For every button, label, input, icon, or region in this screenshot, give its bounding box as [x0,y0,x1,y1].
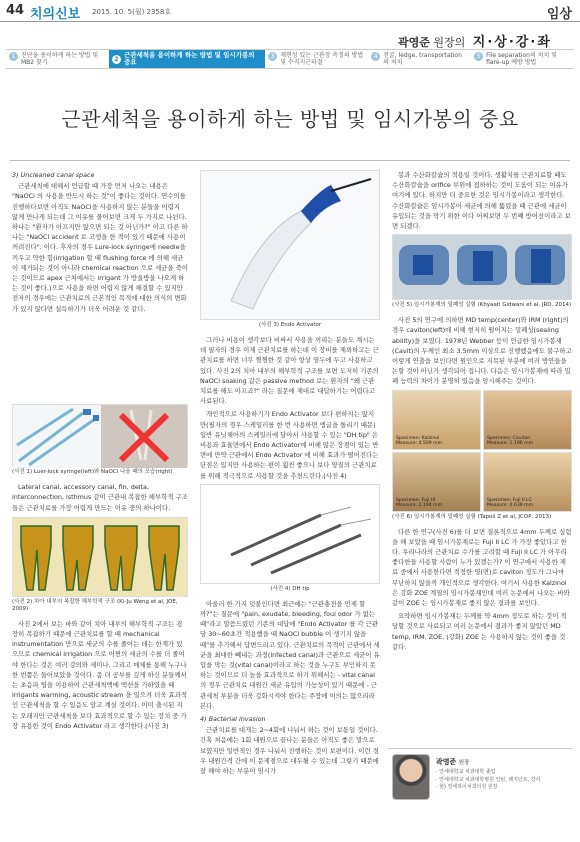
body-paragraph: 봉과 수산화칼슘의 적용일 것이다. 생활치를 근관치료할 때도 수산화칼슘을 orifice 부위에 접하하는 것이 도움이 되는 이유가 여기에 있다. 하지만 더 중요한 것은 임시가봉이라고 생각한다. 수산화칼슘은 임시가봉이 세균에 의해 뚫렸을 때 근관에 세균이 유입되는 것을 막기 위한 이다 어찌보면 두 번째 방어선이라고 보면 되겠다. [392,171,571,231]
body-paragraph: 개인적으로 사용하기가 Endo Activator 보다 편하지는 않지만(필자의 경우 스케일러를 한 번 사용하면 엠글을 돌리기 때문) 일반 유닛체어의 스케일러에 달아서 사용할 수 있는 "DH tip" 은 비용과 효율면에서 Endo Activator에 비해 많은 장점이 있는 반면에 만약 근관에서 Endo Activator 에 비해 효과가 떨어진다는 단점은 있지만 사용하는 편이 훨씬 좋으니 보다 양질의 근관치료를 위해 적극적으로 사용할 것을 추천드린다.(사진 4) [200,410,379,480]
body-paragraph: 아울러 한 가지 덧붙인다면 최근에는 "근관충전을 언제 할까?"는 질문에 "pain, exudate, bleeding, foul odor 가 없는 때"라고 말씀드렸던 기존의 대답에 "Endo Activator 를 각 근관당 30~60초간 적용했을 때 NaOCl bubble 이 생기지 않을 때"를 추가해서 답변드리고 있다. 근관치료의 목적이 근관에서 세균을 최대한 빼내는 과정(infected canal)과 근관으로 세균이 유입을 막는 것(vital canal)이라고 하는 것을 누구도 부인하지 못하는 것이므로 더 높을 효과적으로 하기 위해서는 - vital canal 의 경우 근관치료 내원간 세균 유입의 가능성이 있기 때문에 - 근관세척 부분을 더욱 강화시켜야 한다는 주장에 이의는 없으리라 본다. [200,599,380,710]
syringe-image [13,405,101,468]
body-paragraph: 사진 2에서 보는 바와 같이 치아 내부의 해부학적 구조는 굉장히 복잡하기 때문에 근관치료를 할 때 mechanical instrumentation 만으로 세균의 수를 줄이는 데는 한계가 있으므로 chemical irrigation 으로 어쩐의 세균의 수를 더 줄여야 한다는 것은 여러 강의와 세미나, 그리고 매체를 통해 누구나 한 번쯤은 들어보았을 것이다. 좀 더 공부를 깊게 하신 분들께서는 초음파 팁을 이용하여 근관세척액에 액션을 가하였을 때 irrigants warming, acoustic stream 을 일으켜 더욱 효과적인 근관세척을 할 수 있음도 알고 계실 것이다. 이미 출시된 지는 오래지만 근관세척을 보다 효과적으로 할 수 있는 장치 중 가장 유용한 것이 Endo Activator 라고 생각한다.(사진 3) [12,619,188,730]
specimen-panel: Specimen: Caviton Measure: 1.196 mm [483,390,572,450]
column-3 [392,170,572,655]
caption-photo-4: (사진 4) DH tip [270,585,310,592]
body-paragraph: 근관세척에 대해서 언급할 때 가장 먼저 나오는 내용은 "NaOCl 의 사용을 반드시 하는 것"이 좋다는 것이다. 연수의를 진행하다보면 아직도 NaOCl을 사용하지 않는 분들을 어렵지 않게 만나게 되는데 그 이유를 물어보면 크게 두 가지로 나뉜다. 하나는 "환자가 아프지만 않으면 되는 것 아닌가?" 이고 다른 하나는 "NaOCl accident 로 고생을 한 적이 있기 때문에 사용이 꺼려진다". 이다. 후자의 경우 Lure-lock syringe에 needle을 끼우고 약한 힘(irrigation 할 때 flushing force 에 의해 세균이 제거되는 것이 아니라 chemical reaction 으로 세균을 죽이는 것이므로 apex 근처에서는 irrigant 가 방울방울 나오게 하는 것이 좋다.)으로 사용을 하면 어렵지 않게 해결할 수 있지만 전자의 경우에는 근관치료의 근본적인 목적에 대한 의식의 변화가 있지 않다면 설득하기가 더욱 어려운 것 같다. [12,182,188,313]
page-number: 44 [6,3,25,18]
specimen-panel: Specimen: Fuji IX Measure: 2.194 mm [392,452,481,512]
series-nav-item-1[interactable]: 1 진단을 용이하게 하는 방법 및 MB2 찾기 [6,50,109,68]
photo-4 [200,484,380,584]
photo-2 [12,517,188,597]
series-nav-item-4[interactable]: 4 전굴, ledge, transportation 의 처치 [368,50,471,68]
issue-date: 2015. 10. 5(월) 2358호 [92,8,172,16]
column-1 [12,170,188,734]
section-name: 임상 [546,7,572,22]
title-divider [10,160,570,161]
body-paragraph: 다른 한 연구(사진 6)를 더 보면 결론적으로 4mm 두께로 실험을 해 보았을 때 임시가봉재로는 Fuji II LC 가 가장 좋았다고 한다. 우리나라의 근관치료 수가를 고려할 때 Fuji II LC 가 아무리 좋다한들 사용할 사람이 누가 있겠는가? 이 연구에서 사용한 재료 중에서 사용한다면 적정한 영(면)로 caviton 정도가 그나마 무난하지 않을까 개인적으로 생각한다. 여기서 사용한 Kalzinol 은 강화 ZOE 계열의 임시가봉재인데 여러 논문에서 나오는 바와 같이 ZOE 는 임시가봉재로 좋지 않은 결과를 보인다. [392,527,572,608]
photo-1 [12,404,188,467]
series-name: 지·상·강·좌 [472,35,552,50]
body-paragraph: Lateral canal, accessory canal, fin, delta, interconnection, isthmus 같이 근관내 복잡한 해부학적 구조들은 근관치료를 가장 어렵게 만드는 이유 중의 하나이다. [12,483,188,512]
series-author-line [398,31,552,50]
photo-6 [392,390,572,512]
caption-photo-3: (사진 3) Endo Activator [258,322,322,328]
tooth-anatomy-image [13,518,187,596]
profile-info: · 연세대학교 치과대학 졸업 · 연세대학교 치과대학병원 인턴, 레지던트, 강사 · 현) 연세하이치과의원 원장 [436,769,541,790]
series-nav [6,49,574,69]
caption-photo-5: (사진 5) 임시가봉재의 밀폐성 실험 (Khyaati Gidwani et al, JRD, 2014) [392,302,572,309]
newspaper-name: 치의신보 [30,7,81,22]
endo-activator-image [201,171,379,319]
specimen-panel: Specimen: Kalzinol Measure: 4.509 mm [392,390,481,450]
dh-tip-image [201,485,379,583]
author-name: 곽영준 [398,36,430,49]
naocl-xray-image [101,405,187,468]
subheading-uncleaned: 3) Uncleaned canal space [12,171,95,179]
series-nav-item-3[interactable]: 3 재현성 있는 근관장 측정의 방법 및 수직지근파절 [265,50,368,68]
subheading-bacterial-invasion: 4) Bacterial invasion [200,715,266,724]
photo-5 [392,234,572,300]
column-2 [200,170,380,779]
body-paragraph: 근관치료를 대개는 2~4회에 나눠서 하는 것이 보통일 것이다. 간혹 처음에는 1회 내원으로 끝나는 분들은 아직도 좋은 말으로 보였지만 일반적인 경우 나눠서 진행하는 것이 보편이다. 이런 경우 내원간격 간에 이 문제점으로 대두될 수 있는데 그렇기 때문에 잘 해야 하는 부분이 임시가 [200,726,379,776]
article-title: 근관세척을 용이하게 하는 방법 및 임시가봉의 중요 [61,107,519,131]
page-header [0,0,580,22]
caption-photo-6: (사진 6) 임시가봉재의 밀폐성 실험 (Tapoil Z et al, JCOP, 2013) [392,513,552,520]
body-paragraph: 그러나 비용이 생각보다 비싸서 사용을 꺼리는 분들도 계시는데 필자의 경우 이제 근관치료를 하는데 이 장비를 제외하고는 근관치료를 하면 너무 찜찜한 것 같아 항상 염두에 두고 사용하고 있다. 사진 2의 치아 내부의 해부학적 구조를 보면 도저히 기존의 NaOCl soaking 같은 passive method 로는 환자의 "왜 근관치료를 해도 아프죠?" 라는 질문에 제대로 대답하기는 어렵다고 사료된다. [200,336,379,406]
series-nav-item-5[interactable]: 5 File separation의 처치 및 flare-up 예방 방법 [471,50,574,68]
specimen-panel: Specimen: Fuji II LC Measure: 0.639 mm [483,452,572,512]
series-nav-item-2[interactable]: 2 근관세척을 용이하게 하는 방법 및 임시가봉의 중요 [109,50,265,68]
author-avatar [392,754,430,800]
caption-photo-2: (사진 2) 치아 내부의 복잡한 해부학적 구조 (Ki-Ju Weng et al, JOE, 2009) [12,598,178,612]
caption-photo-1: (사진 1) Luer-lock syringe(left)와 NaOCl 나올 때의 모습(right) [12,469,173,476]
author-suffix: 원장의 [433,36,466,49]
body-paragraph: 사진 5의 연구에 의하면 MD temp(center)와 IRM (right)의 경우 caviton(left)에 비해 현저히 떨어지는 밀폐성(sealing ability)을 보였다. 1978년 Webber 등이 언급한 임시가봉재(Cavit)의 두께인 최소 3.5mm 이상으로 진행했음에도 불구하고 이렇게 연출을 보인다면 원인으로 지목된 부분에 여러 방안들을 논할 것이 아닌가 생각되어 집니다. 다음은 임시가봉재에 따라 밀폐 능력의 차이가 분명히 있음을 암시해주는 것이다. [392,316,572,386]
sealing-test-image [393,235,571,299]
profile-name: 곽영준 원장 [436,758,470,766]
body-paragraph: 요약하면 임시가봉재는 두께를 약 4mm 정도로 하는 것이 적당할 것으로 사료되고 여러 논문에서 결과가 좋지 않았던 MD temp, IRM, ZOE, (강화) ZOE 는 사용하지 않는 것이 좋을 것 같다. [392,612,567,651]
photo-3 [200,170,380,320]
